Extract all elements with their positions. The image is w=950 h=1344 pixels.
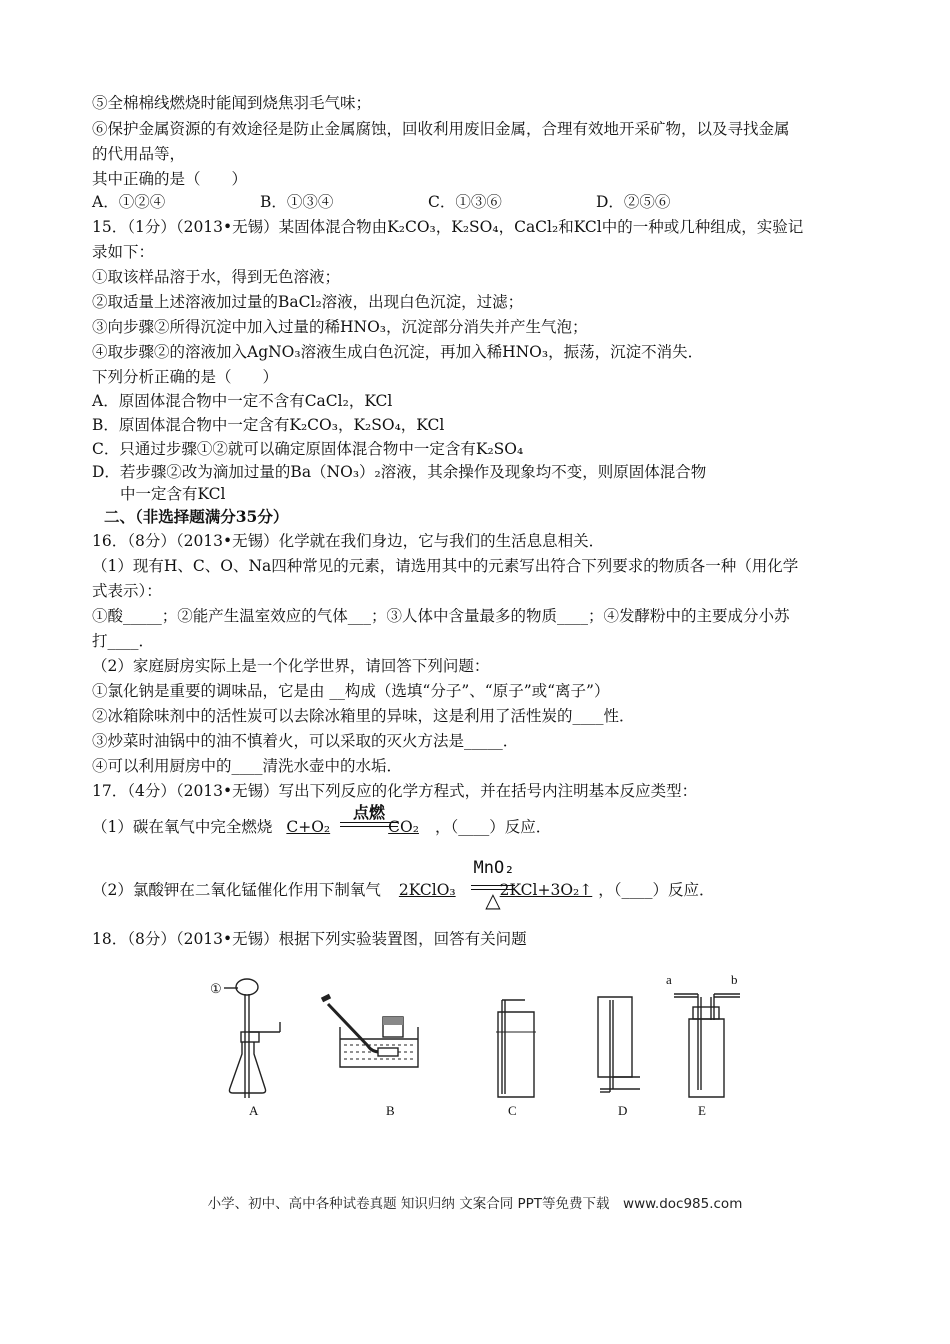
q15-step4: ④取步骤②的溶液加入AgNO₃溶液生成白色沉淀，再加入稀HNO₃，振荡，沉淀不消失．	[92, 343, 704, 361]
q16-part1-blanks-cont: 打____．	[92, 632, 155, 650]
q14-item6-line2: 的代用品等，	[92, 145, 186, 163]
q18-apparatus-figure	[200, 972, 760, 1122]
q17-r2-heat-symbol: △	[485, 888, 501, 912]
page-footer: 小学、初中、高中各种试卷真题 知识归纳 文案合同 PPT等免费下载 www.doc985.com	[207, 1196, 743, 1212]
q16-part2-item4: ④可以利用厨房中的____清洗水壶中的水垢．	[92, 757, 403, 775]
q14-option-d: D．②⑤⑥	[596, 193, 671, 211]
q14-item5: ⑤全棉棉线燃烧时能闻到烧焦羽毛气味；	[92, 94, 372, 112]
label-d: D	[618, 1103, 628, 1118]
q14-option-b: B．①③④	[260, 193, 334, 211]
q14-prompt: 其中正确的是（ ）	[92, 170, 248, 188]
q16-part2-item2: ②冰箱除味剂中的活性炭可以去除冰箱里的异味，这是利用了活性炭的____性．	[92, 707, 635, 725]
q17-r2-description: （2）氯酸钾在二氧化锰催化作用下制氧气	[92, 881, 381, 899]
q17-r1-reactants: C+O₂	[286, 818, 331, 836]
q15-option-b: B．原固体混合物中一定含有K₂CO₃，K₂SO₄，KCl	[92, 416, 445, 434]
q16-part1-line1: （1）现有H、C、O、Na四种常见的元素，请选用其中的元素写出符合下列要求的物质各一种（用化学	[92, 557, 799, 575]
apparatus-a	[210, 979, 280, 1098]
funnel-marker: ①	[210, 981, 222, 996]
q17-reaction2	[92, 879, 715, 901]
q15-step1: ①取该样品溶于水，得到无色溶液；	[92, 268, 341, 286]
port-a-label: a	[666, 972, 672, 987]
q16-part2-item1: ①氯化钠是重要的调味品，它是由 __构成（选填“分子”、“原子”或“离子”）	[92, 682, 610, 700]
q15-prompt: 下列分析正确的是（ ）	[92, 368, 279, 386]
q17-r2-type: ，（____）反应．	[598, 881, 715, 899]
label-b: B	[386, 1103, 395, 1118]
q15-option-c: C．只通过步骤①②就可以确定原固体混合物中一定含有K₂SO₄	[92, 440, 524, 458]
label-c: C	[508, 1103, 517, 1118]
q17-r1-products: CO₂	[388, 818, 419, 836]
apparatus-c	[496, 1000, 536, 1097]
q16-part1-line2: 式表示）：	[92, 582, 162, 600]
q17-r2-reactants: 2KClO₃	[398, 881, 456, 899]
q17-stem: 17．（4分）（2013•无锡）写出下列反应的化学方程式，并在括号内注明基本反应类型：	[92, 782, 698, 800]
q16-part1-blanks: ①酸_____；②能产生温室效应的气体___；③人体中含量最多的物质____；④发酵粉中的主要成分小苏	[92, 607, 790, 625]
q17-r1-equals-sign	[340, 822, 398, 827]
q15-option-d-line1: D．若步骤②改为滴加过量的Ba（NO₃）₂溶液，其余操作及现象均不变，则原固体混合物	[92, 463, 707, 481]
q14-option-a: A．①②④	[92, 193, 166, 211]
q17-r1-description: （1）碳在氧气中完全燃烧	[92, 818, 273, 836]
port-b-label: b	[731, 972, 738, 987]
q14-item6-line1: ⑥保护金属资源的有效途径是防止金属腐蚀，回收利用废旧金属，合理有效地开采矿物，以及寻找金属	[92, 120, 790, 138]
q15-step3: ③向步骤②所得沉淀中加入过量的稀HNO₃，沉淀部分消失并产生气泡；	[92, 318, 588, 336]
apparatus-e	[666, 972, 740, 1097]
q14-options	[92, 191, 670, 213]
q15-stem-line2: 录如下：	[92, 243, 155, 261]
q17-r2-catalyst: MnO₂	[473, 858, 515, 878]
q16-stem: 16．（8分）（2013•无锡）化学就在我们身边，它与我们的生活息息相关．	[92, 532, 605, 550]
q15-step2: ②取适量上述溶液加过量的BaCl₂溶液，出现白色沉淀，过滤；	[92, 293, 524, 311]
q16-part2-item3: ③炒菜时油锅中的油不慎着火，可以采取的灭火方法是_____．	[92, 732, 519, 750]
label-e: E	[698, 1103, 706, 1118]
q15-option-a: A．原固体混合物中一定不含有CaCl₂，KCl	[92, 392, 393, 410]
q18-stem: 18．（8分）（2013•无锡）根据下列实验装置图，回答有关问题	[92, 930, 527, 948]
q15-option-d-line2: 中一定含有KCl	[120, 485, 226, 503]
q16-part2: （2）家庭厨房实际上是一个化学世界，请回答下列问题：	[92, 657, 490, 675]
label-a: A	[249, 1103, 259, 1118]
apparatus-d	[598, 997, 640, 1092]
q17-r2-products: 2KCl+3O₂↑	[499, 881, 593, 899]
q14-option-c: C．①③⑥	[428, 193, 502, 211]
q15-stem-line1: 15．（1分）（2013•无锡）某固体混合物由K₂CO₃，K₂SO₄，CaCl₂和KCl中的一种或几种组成，实验记	[92, 218, 804, 236]
q17-r1-condition: 点燃	[352, 803, 385, 822]
q17-reaction1	[92, 816, 551, 838]
apparatus-b	[322, 996, 418, 1067]
section-2-heading: 二、（非选择题满分35分）	[104, 507, 289, 526]
q17-r1-type: ，（____）反应．	[434, 818, 552, 836]
